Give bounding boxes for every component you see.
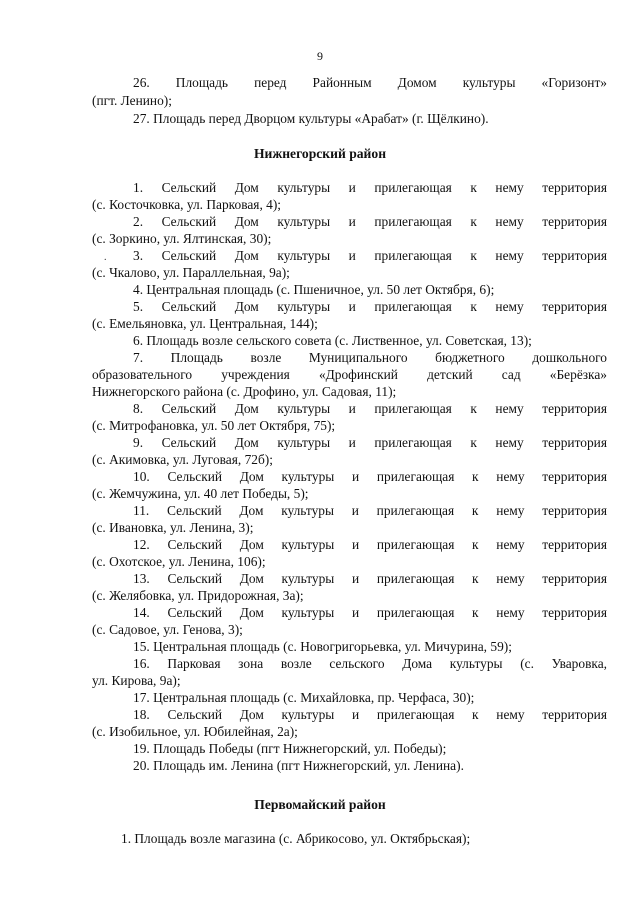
list-item-line: (с. Чкалово, ул. Параллельная, 9а);	[92, 265, 290, 280]
list-item-line: 17. Центральная площадь (с. Михайловка, пр. Черфаса, 30);	[133, 690, 475, 705]
list-item-line: 1. Сельский Дом культуры и прилегающая к нему территория	[133, 180, 607, 195]
list-item-line: 27. Площадь перед Дворцом культуры «Арабат» (г. Щёлкино).	[133, 111, 489, 126]
list-item-line: 18. Сельский Дом культуры и прилегающая к нему территория	[133, 707, 607, 722]
list-item-line: 15. Центральная площадь (с. Новогригорьевка, ул. Мичурина, 59);	[133, 639, 512, 654]
list-item-line: (с. Акимовка, ул. Луговая, 72б);	[92, 452, 273, 467]
list-item-line: 13. Сельский Дом культуры и прилегающая к нему территория	[133, 571, 607, 586]
list-item-line: (с. Емельяновка, ул. Центральная, 144);	[92, 316, 318, 331]
page-number: 9	[317, 49, 323, 63]
list-item-line: 11. Сельский Дом культуры и прилегающая к нему территория	[133, 503, 607, 518]
list-item-line: (с. Садовое, ул. Генова, 3);	[92, 622, 243, 637]
list-item-line: (с. Косточковка, ул. Парковая, 4);	[92, 197, 282, 212]
list-item-line: 12. Сельский Дом культуры и прилегающая к нему территория	[133, 537, 607, 552]
list-item-line: образовательного учреждения «Дрофинский детский сад «Берёзка»	[92, 367, 607, 382]
list-item-line: 14. Сельский Дом культуры и прилегающая к нему территория	[133, 605, 607, 620]
list-item-line: 3. Сельский Дом культуры и прилегающая к нему территория	[133, 248, 607, 263]
stray-mark: .	[104, 252, 107, 263]
list-item-line: (с. Ивановка, ул. Ленина, 3);	[92, 520, 254, 535]
section-heading: Нижнегорский район	[253, 146, 387, 161]
list-item-line: (с. Митрофановка, ул. 50 лет Октября, 75);	[92, 418, 336, 433]
list-item-line: (с. Зоркино, ул. Ялтинская, 30);	[92, 231, 272, 246]
list-item-line: 9. Сельский Дом культуры и прилегающая к нему территория	[133, 435, 607, 450]
list-item-line: 8. Сельский Дом культуры и прилегающая к нему территория	[133, 401, 607, 416]
list-item-line: 1. Площадь возле магазина (с. Абрикосово, ул. Октябрьская);	[121, 831, 471, 846]
list-item-line: 26. Площадь перед Районным Домом культуры «Горизонт»	[133, 75, 607, 90]
list-item-line: 7. Площадь возле Муниципального бюджетного дошкольного	[133, 350, 607, 365]
list-item-line: 4. Центральная площадь (с. Пшеничное, ул. 50 лет Октября, 6);	[133, 282, 495, 297]
list-item-line: 20. Площадь им. Ленина (пгт Нижнегорский, ул. Ленина).	[133, 758, 464, 773]
list-item-line: (с. Желябовка, ул. Придорожная, 3а);	[92, 588, 304, 603]
section-heading: Первомайский район	[254, 797, 386, 812]
list-item-line: 5. Сельский Дом культуры и прилегающая к нему территория	[133, 299, 607, 314]
list-item-line: (с. Изобильное, ул. Юбилейная, 2а);	[92, 724, 298, 739]
list-item-line: 19. Площадь Победы (пгт Нижнегорский, ул. Победы);	[133, 741, 447, 756]
list-item-line: Нижнегорского района (с. Дрофино, ул. Садовая, 11);	[92, 384, 397, 399]
list-item-line: 2. Сельский Дом культуры и прилегающая к нему территория	[133, 214, 607, 229]
list-item-line: (с. Охотское, ул. Ленина, 106);	[92, 554, 266, 569]
list-item-line: (пгт. Ленино);	[92, 93, 172, 108]
list-item-line: 16. Парковая зона возле сельского Дома культуры (с. Уваровка,	[133, 656, 607, 671]
list-item-line: 6. Площадь возле сельского совета (с. Лиственное, ул. Советская, 13);	[133, 333, 532, 348]
list-item-line: 10. Сельский Дом культуры и прилегающая к нему территория	[133, 469, 607, 484]
list-item-line: ул. Кирова, 9а);	[92, 673, 181, 688]
list-item-line: (с. Жемчужина, ул. 40 лет Победы, 5);	[92, 486, 309, 501]
